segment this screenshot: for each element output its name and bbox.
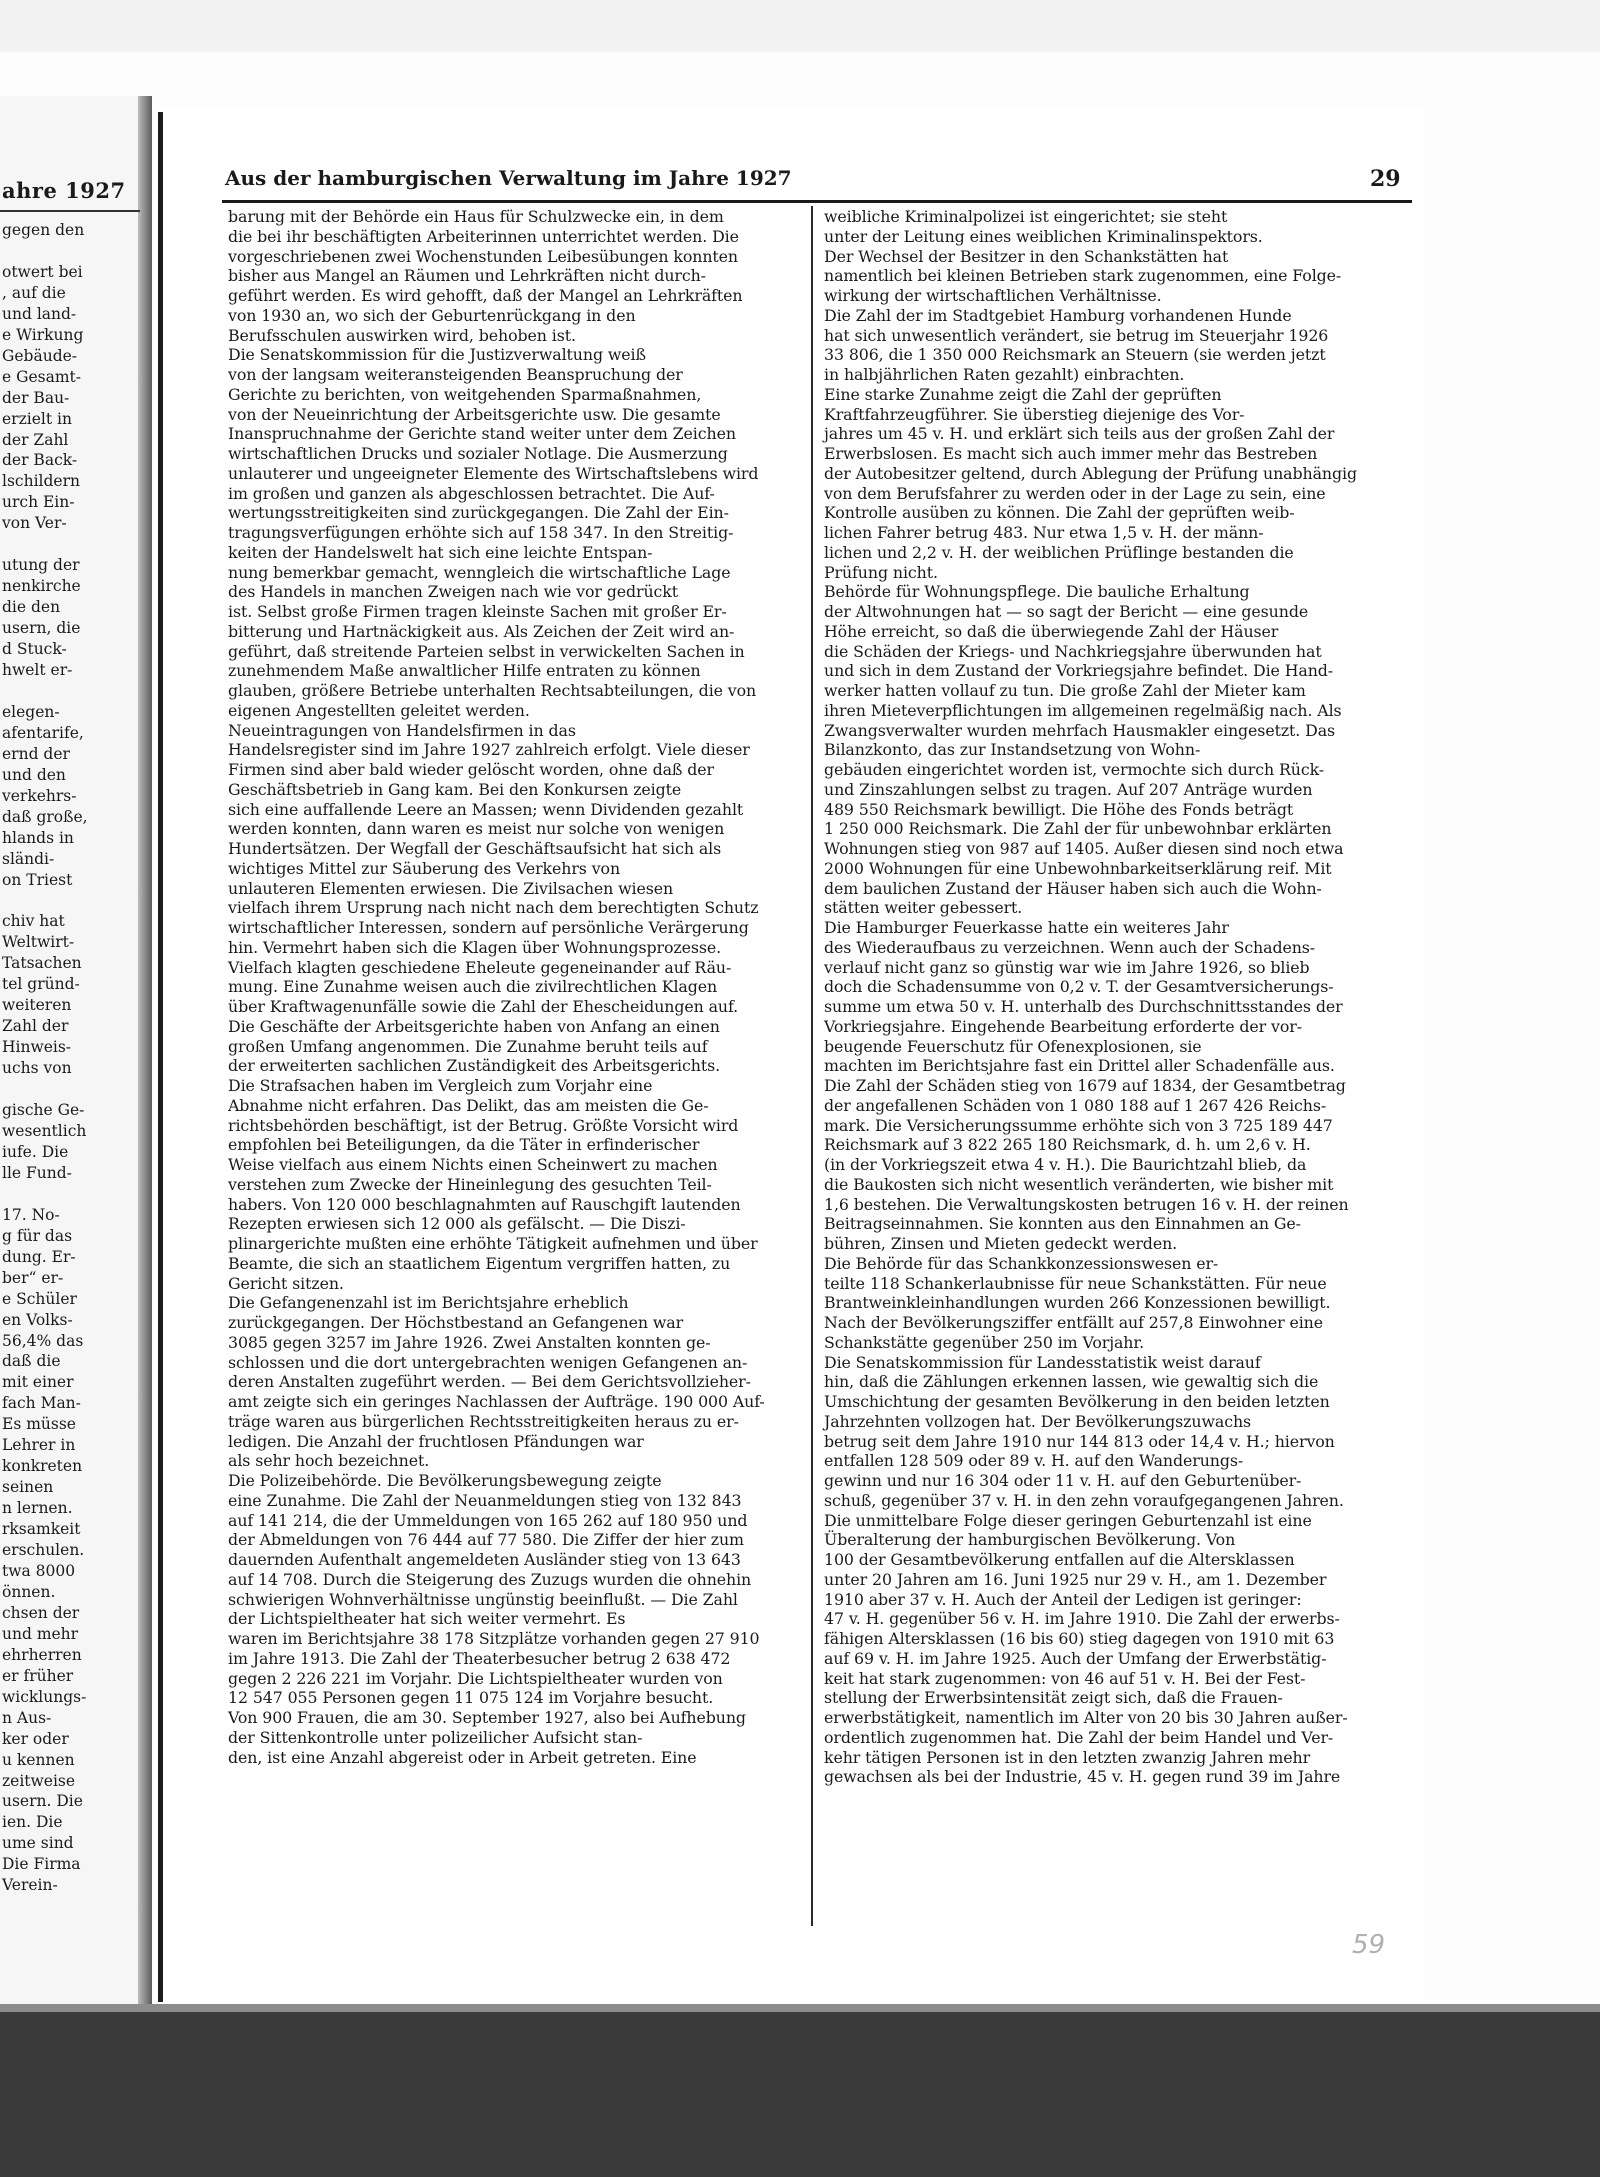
fragment-line: von Ver-	[2, 514, 67, 533]
left-page-header: ahre 1927	[2, 178, 126, 203]
fragment-line: urch Ein-	[2, 493, 75, 512]
text-line: Nach der Bevölkerungsziffer entfällt auf 257,8 Einwohner eine	[824, 1313, 1323, 1332]
fragment-line: verkehrs-	[2, 786, 77, 805]
fragment-line: mit einer	[2, 1373, 74, 1392]
fragment-line: twa 8000	[2, 1562, 76, 1580]
fragment-line: und land-	[2, 304, 77, 323]
page-number: 29	[1370, 166, 1401, 192]
text-line: Schankstätte gegenüber 250 im Vorjahr.	[824, 1332, 1145, 1352]
text-line: der Abmeldungen von 76 444 auf 77 580. Die Ziffer der hier zum	[228, 1530, 744, 1550]
fragment-line: 56,4% das	[2, 1331, 84, 1350]
text-line: Höhe erreicht, so daß die überwiegende Zahl der Häuser	[824, 621, 1279, 641]
text-line: eine Zunahme. Die Zahl der Neuanmeldungen stieg von 132 843	[228, 1490, 742, 1510]
fragment-line: gische Ge-	[2, 1101, 85, 1120]
text-line: Abnahme nicht erfahren. Das Delikt, das am meisten die Ge-	[228, 1095, 709, 1115]
fragment-line: lschildern	[2, 472, 80, 491]
text-line: Gerichte zu berichten, von weitgehenden Sparmaßnahmen,	[228, 384, 702, 404]
text-line: empfohlen bei Beteiligungen, da die Täter in erfinderischer	[228, 1135, 700, 1155]
fragment-line: hlands in	[2, 828, 74, 847]
fragment-line: Lehrer in	[2, 1436, 76, 1455]
fragment-line: Es müsse	[2, 1415, 76, 1434]
fragment-line: utung der	[2, 556, 80, 575]
fragment-line	[2, 534, 138, 555]
fragment-line: rksamkeit	[2, 1520, 81, 1539]
text-line: nung bemerkbar gemacht, wenngleich die wirtschaftliche Lage	[228, 562, 731, 582]
fragment-line: n lernen.	[2, 1499, 73, 1518]
fragment-line: und mehr	[2, 1624, 79, 1643]
fragment-line: gegen den	[2, 221, 85, 239]
fragment-line: daß große,	[2, 807, 88, 826]
fragment-line: ker oder	[2, 1729, 69, 1748]
text-line: bisher aus Mangel an Räumen und Lehrkräften nicht durch-	[228, 266, 706, 286]
text-line: gebäuden eingerichtet worden ist, vermochte sich durch Rück-	[824, 760, 1325, 779]
text-line: der Autobesitzer geltend, durch Ablegung der Prüfung unabhängig	[824, 463, 1357, 483]
fragment-line	[2, 681, 138, 702]
text-line: gewinn und nur 16 304 oder 11 v. H. auf den Geburtenüber-	[824, 1471, 1302, 1490]
text-line: barung mit der Behörde ein Haus für Schulzwecke ein, in dem	[228, 207, 724, 226]
text-line: stellung der Erwerbsintensität zeigt sich, daß die Frauen-	[824, 1688, 1283, 1708]
fragment-line	[2, 241, 138, 262]
fragment-line: der Zahl	[2, 430, 69, 449]
text-line: Firmen sind aber bald wieder gelöscht worden, ohne daß der	[228, 760, 715, 779]
text-line: des Handels in manchen Zweigen nach wie vor gedrückt	[228, 582, 678, 602]
text-line: machten im Berichtsjahre fast ein Drittel aller Schadenfälle aus.	[824, 1056, 1335, 1076]
text-line: großen Umfang angenommen. Die Zunahme beruht teils auf	[228, 1036, 708, 1056]
fragment-line: afentarife,	[2, 723, 84, 742]
fragment-line: der Bau-	[2, 388, 70, 407]
text-line: Überalterung der hamburgischen Bevölkerung. Von	[824, 1530, 1236, 1550]
fragment-line: lle Fund-	[2, 1163, 72, 1182]
fragment-line: elegen-	[2, 702, 60, 721]
text-line: geführt, daß streitende Parteien selbst in verwickelten Sachen in	[228, 641, 745, 661]
text-line: richtsbehörden beschäftigt, ist der Betrug. Größte Vorsicht wird	[228, 1115, 739, 1135]
text-line: Neueintragungen von Handelsfirmen in das	[228, 720, 576, 740]
text-line: Kontrolle ausüben zu können. Die Zahl der geprüften weib-	[824, 503, 1295, 523]
text-line: weibliche Kriminalpolizei ist eingerichtet; sie steht	[824, 207, 1228, 226]
text-line: gewachsen als bei der Industrie, 45 v. H. gegen rund 39 im Jahre	[824, 1767, 1341, 1787]
fragment-line: on Triest	[2, 870, 73, 889]
fragment-line: usern, die	[2, 619, 81, 638]
text-line: träge waren aus bürgerlichen Rechtsstreitigkeiten heraus zu er-	[228, 1411, 739, 1431]
text-line: auf 141 214, die der Ummeldungen von 165 262 auf 180 950 und	[228, 1510, 748, 1530]
fragment-line: wesentlich	[2, 1121, 87, 1140]
text-line: lichen und 2,2 v. H. der weiblichen Prüflinge bestanden die	[824, 542, 1294, 562]
text-line: Reichsmark auf 3 822 265 180 Reichsmark, d. h. um 2,6 v. H.	[824, 1135, 1311, 1155]
fragment-line: u kennen	[2, 1750, 75, 1769]
text-line: tragungsverfügungen erhöhte sich auf 158 347. In den Streitig-	[228, 523, 734, 542]
text-line: wirkung der wirtschaftlichen Verhältnisse.	[824, 286, 1162, 305]
text-line: amt zeigte sich ein geringes Nachlassen der Aufträge. 190 000 Auf-	[228, 1392, 765, 1411]
text-line: waren im Berichtsjahre 38 178 Sitzplätze vorhanden gegen 27 910	[228, 1629, 760, 1648]
text-line: vielfach ihrem Ursprung nach nicht nach dem berechtigten Schutz	[228, 898, 759, 918]
fragment-line: Tatsachen	[2, 954, 82, 973]
text-line: von der langsam weiteransteigenden Beanspruchung der	[228, 365, 683, 384]
fragment-line: Die Firma	[2, 1855, 81, 1874]
fragment-line	[2, 1184, 138, 1205]
text-line: Die Hamburger Feuerkasse hatte ein weiteres Jahr	[824, 918, 1229, 937]
text-line: Eine starke Zunahme zeigt die Zahl der geprüften	[824, 384, 1222, 404]
text-column-left	[228, 207, 798, 1767]
text-line: kehr tätigen Personen ist in den letzten zwanzig Jahren mehr	[824, 1747, 1311, 1767]
text-line: lichen Fahrer betrug 483. Nur etwa 1,5 v. H. der männ-	[824, 523, 1264, 542]
fragment-line: iufe. Die	[2, 1142, 69, 1161]
text-line: Beitragseinnahmen. Sie konnten aus den Einnahmen an Ge-	[824, 1214, 1301, 1234]
running-head: Aus der hamburgischen Verwaltung im Jahre 1927	[225, 166, 792, 190]
text-line: mark. Die Versicherungssumme erhöhte sich von 3 725 189 447	[824, 1115, 1333, 1135]
fragment-line: sländi-	[2, 849, 55, 868]
header-rule	[222, 200, 1412, 203]
fragment-line: weiteren	[2, 996, 72, 1015]
text-line: keit hat stark zugenommen: von 46 auf 51 v. H. Bei der Fest-	[824, 1668, 1306, 1688]
text-line: im Jahre 1913. Die Zahl der Theaterbesucher betrug 2 638 472	[228, 1648, 731, 1668]
fragment-line: erzielt in	[2, 409, 72, 428]
text-column-right	[824, 207, 1396, 1787]
text-line: des Wiederaufbaus zu verzeichnen. Wenn auch der Schadens-	[824, 937, 1316, 957]
text-line: 1,6 bestehen. Die Verwaltungskosten betrugen 16 v. H. der reinen	[824, 1194, 1349, 1214]
text-line: Die Gefangenenzahl ist im Berichtsjahre erheblich	[228, 1293, 629, 1313]
fragment-line: , auf die	[2, 283, 66, 302]
pencil-margin-note: 59	[1352, 1930, 1386, 1960]
text-line: 3085 gegen 3257 im Jahre 1926. Zwei Anstalten konnten ge-	[228, 1332, 711, 1352]
text-line: unlauterer und ungeeigneter Elemente des Wirtschaftslebens wird	[228, 463, 759, 483]
text-line: werker hatten vollauf zu tun. Die große Zahl der Mieter kam	[824, 681, 1306, 700]
fragment-line: d Stuck-	[2, 640, 67, 659]
text-line: als sehr hoch bezeichnet.	[228, 1451, 430, 1471]
text-line: Kraftfahrzeugführer. Sie überstieg diejenige des Vor-	[824, 404, 1245, 424]
text-line: Die Strafsachen haben im Vergleich zum Vorjahr eine	[228, 1076, 653, 1095]
text-line: Die Geschäfte der Arbeitsgerichte haben von Anfang an einen	[228, 1016, 720, 1036]
text-line: 33 806, die 1 350 000 Reichsmark an Steuern (sie werden jetzt	[824, 345, 1326, 365]
fragment-line: erschulen.	[2, 1541, 85, 1560]
text-line: bühren, Zinsen und Mieten gedeckt werden.	[824, 1234, 1178, 1253]
text-line: auf 14 708. Durch die Steigerung des Zuzugs wurden die ohnehin	[228, 1569, 752, 1589]
text-line: doch die Schadensumme von 0,2 v. T. der Gesamtversicherungs-	[824, 977, 1334, 997]
text-line: wichtiges Mittel zur Säuberung des Verkehrs von	[228, 858, 621, 878]
text-line: die Schäden der Kriegs- und Nachkriegsjahre überwunden hat	[824, 641, 1322, 661]
text-line: verstehen zum Zwecke der Hineinlegung des gesuchten Teil-	[228, 1174, 712, 1194]
column-divider	[811, 206, 813, 1926]
text-line: Die Senatskommission für die Justizverwaltung weiß	[228, 345, 646, 365]
fragment-line: chiv hat	[2, 912, 65, 931]
text-line: schwierigen Wohnverhältnisse ungünstig beeinflußt. — Die Zahl	[228, 1589, 738, 1609]
text-line: Jahrzehnten vollzogen hat. Der Bevölkerungszuwachs	[824, 1411, 1252, 1431]
fragment-line: ume sind	[2, 1834, 74, 1853]
text-line: betrug seit dem Jahre 1910 nur 144 813 oder 14,4 v. H.; hiervon	[824, 1431, 1335, 1451]
text-line: beugende Feuerschutz für Ofenexplosionen, sie	[824, 1036, 1202, 1056]
fragment-line: e Gesamt-	[2, 367, 82, 386]
text-line: und Zinszahlungen selbst zu tragen. Auf 207 Anträge wurden	[824, 779, 1313, 799]
fragment-line: Gebäude-	[2, 346, 78, 365]
text-line: schuß, gegenüber 37 v. H. in den zehn voraufgegangenen Jahren.	[824, 1490, 1344, 1510]
text-line: (in der Vorkriegszeit etwa 4 v. H.). Die Baurichtzahl blieb, da	[824, 1155, 1307, 1174]
text-line: die Baukosten sich nicht wesentlich veränderten, wie bisher mit	[824, 1174, 1334, 1194]
text-line: den, ist eine Anzahl abgereist oder in Arbeit getreten. Eine	[228, 1747, 697, 1767]
fragment-line: uchs von	[2, 1059, 72, 1078]
text-line: ledigen. Die Anzahl der fruchtlosen Pfändungen war	[228, 1431, 644, 1451]
text-line: eigenen Angestellten geleitet werden.	[228, 700, 530, 720]
fragment-line: e Wirkung	[2, 325, 84, 344]
text-line: die bei ihr beschäftigten Arbeiterinnen unterrichtet werden. Die	[228, 226, 739, 246]
text-line: der Sittenkontrolle unter polizeilicher Aufsicht stan-	[228, 1727, 643, 1747]
text-line: auf 69 v. H. im Jahre 1925. Auch der Umfang der Erwerbstätig-	[824, 1648, 1327, 1668]
fragment-line: nenkirche	[2, 577, 81, 596]
text-line: bitterung und Hartnäckigkeit aus. Als Zeichen der Zeit wird an-	[228, 621, 735, 641]
text-line: schlossen und die dort untergebrachten wenigen Gefangenen an-	[228, 1352, 748, 1372]
text-line: verlauf nicht ganz so günstig war wie im Jahre 1926, so blieb	[824, 957, 1310, 977]
text-line: der Lichtspieltheater hat sich weiter vermehrt. Es	[228, 1609, 626, 1629]
text-line: teilte 118 Schankerlaubnisse für neue Schankstätten. Für neue	[824, 1273, 1327, 1293]
text-line: unter 20 Jahren am 16. Juni 1925 nur 29 v. H., am 1. Dezember	[824, 1569, 1327, 1589]
fragment-line: ehrherren	[2, 1645, 82, 1664]
text-line: Die Behörde für das Schankkonzessionswesen er-	[824, 1253, 1219, 1273]
text-line: Vorkriegsjahre. Eingehende Bearbeitung erforderte der vor-	[824, 1016, 1302, 1036]
text-line: 100 der Gesamtbevölkerung entfallen auf die Altersklassen	[824, 1550, 1295, 1569]
text-line: Handelsregister sind im Jahre 1927 zahlreich erfolgt. Viele dieser	[228, 740, 750, 760]
text-line: mung. Eine Zunahme weisen auch die zivilrechtlichen Klagen	[228, 977, 718, 997]
text-line: 489 550 Reichsmark bewilligt. Die Höhe des Fonds beträgt	[824, 799, 1294, 819]
text-line: von 1930 an, wo sich der Geburtenrückgang in den	[228, 305, 636, 325]
fragment-line: und den	[2, 765, 66, 784]
text-line: Rezepten erwiesen sich 12 000 als gefälscht. — Die Diszi-	[228, 1214, 686, 1234]
fragment-line: usern. Die	[2, 1792, 83, 1811]
text-line: im großen und ganzen als abgeschlossen betrachtet. Die Auf-	[228, 483, 715, 503]
text-line: Weise vielfach aus einem Nichts einen Scheinwert zu machen	[228, 1155, 718, 1174]
text-line: unlauteren Elementen erwiesen. Die Zivilsachen wiesen	[228, 878, 674, 898]
fragment-line: önnen.	[2, 1582, 56, 1601]
text-line: dauernden Aufenthalt angemeldeten Ausländer stieg von 13 643	[228, 1550, 741, 1569]
text-line: werden konnten, dann waren es meist nur solche von wenigen	[228, 819, 725, 839]
text-line: ihren Mieteverpflichtungen im allgemeinen regelmäßig nach. Als	[824, 700, 1342, 720]
text-line: erwerbstätigkeit, namentlich im Alter von 20 bis 30 Jahren außer-	[824, 1708, 1348, 1727]
fragment-line: die den	[2, 598, 61, 617]
text-line: zunehmendem Maße anwaltlicher Hilfe entraten zu können	[228, 661, 701, 681]
fragment-line	[2, 1079, 138, 1100]
text-line: Brantweinkleinhandlungen wurden 266 Konzessionen bewilligt.	[824, 1293, 1331, 1313]
fragment-line: daß die	[2, 1352, 61, 1371]
text-line: der angefallenen Schäden von 1 080 188 auf 1 267 426 Reichs-	[824, 1095, 1327, 1115]
scan-bottom-margin	[0, 2012, 1600, 2177]
text-line: Die Zahl der Schäden stieg von 1679 auf 1834, der Gesamtbetrag	[824, 1076, 1346, 1095]
text-line: der erweiterten sachlichen Zuständigkeit des Arbeitsgerichts.	[228, 1056, 721, 1076]
text-line: deren Anstalten zugeführt werden. — Bei dem Gerichtsvollzieher-	[228, 1372, 751, 1392]
fragment-line: otwert bei	[2, 262, 83, 281]
text-line: sich eine auffallende Leere an Massen; wenn Dividenden gezahlt	[228, 799, 744, 819]
text-line: Geschäftsbetrieb in Gang kam. Bei den Konkursen zeigte	[228, 779, 682, 799]
text-line: Hundertsätzen. Der Wegfall der Geschäftsaufsicht hat sich als	[228, 839, 722, 858]
text-line: über Kraftwagenunfälle sowie die Zahl der Ehescheidungen auf.	[228, 997, 739, 1016]
fragment-line: g für das	[2, 1226, 73, 1245]
text-line: summe um etwa 50 v. H. unterhalb des Durchschnittsstandes der	[824, 997, 1343, 1016]
fragment-line: zeitweise	[2, 1771, 76, 1790]
text-line: der Altwohnungen hat — so sagt der Bericht — eine gesunde	[824, 602, 1309, 621]
text-line: jahres um 45 v. H. und erklärt sich teils aus der großen Zahl der	[824, 424, 1335, 444]
fragment-line: dung. Er-	[2, 1247, 76, 1266]
text-line: Wohnungen stieg von 987 auf 1405. Außer diesen sind noch etwa	[824, 839, 1344, 858]
text-line: plinargerichte mußten eine erhöhte Tätigkeit aufnehmen und über	[228, 1234, 758, 1253]
text-line: stätten weiter gebessert.	[824, 898, 1023, 918]
scan-top-margin	[0, 0, 1600, 52]
text-line: Gericht sitzen.	[228, 1273, 344, 1293]
text-line: zurückgegangen. Der Höchstbestand an Gefangenen war	[228, 1313, 684, 1332]
text-line: 1910 aber 37 v. H. Auch der Anteil der Ledigen ist geringer:	[824, 1589, 1302, 1609]
fragment-line: n Aus-	[2, 1708, 52, 1727]
page-edge-shadow	[158, 112, 163, 2002]
text-line: Prüfung nicht.	[824, 562, 938, 582]
text-line: Beamte, die sich an staatlichem Eigentum vergriffen hatten, zu	[228, 1253, 731, 1273]
fragment-line: ber“ er-	[2, 1268, 64, 1287]
fragment-line: fach Man-	[2, 1394, 81, 1413]
text-line: 47 v. H. gegenüber 56 v. H. im Jahre 1910. Die Zahl der erwerbs-	[824, 1609, 1340, 1629]
text-line: 2000 Wohnungen für eine Unbewohnbarkeitserklärung reif. Mit	[824, 858, 1332, 878]
text-line: Von 900 Frauen, die am 30. September 1927, also bei Aufhebung	[228, 1708, 746, 1727]
text-line: glauben, größere Betriebe unterhalten Rechtsabteilungen, die von	[228, 681, 757, 700]
text-line: Vielfach klagten geschiedene Eheleute gegeneinander auf Räu-	[228, 957, 732, 977]
text-line: hin. Vermehrt haben sich die Klagen über Wohnungsprozesse.	[228, 937, 722, 957]
text-line: Erwerbslosen. Es macht sich auch immer mehr das Bestreben	[824, 444, 1318, 463]
text-line: wirtschaftlichen Drucks und sozialer Notlage. Die Ausmerzung	[228, 444, 728, 463]
left-page-fold	[138, 96, 152, 2004]
text-line: von dem Berufsfahrer zu werden oder in der Lage zu sein, eine	[824, 483, 1326, 503]
text-line: geführt werden. Es wird gehofft, daß der Mangel an Lehrkräften	[228, 286, 743, 305]
fragment-line	[2, 891, 138, 912]
text-line: dem baulichen Zustand der Häuser haben sich auch die Wohn-	[824, 878, 1322, 898]
text-line: Der Wechsel der Besitzer in den Schankstätten hat	[824, 246, 1229, 266]
text-line: vorgeschriebenen zwei Wochenstunden Leibesübungen konnten	[228, 246, 738, 266]
fragment-line: seinen	[2, 1478, 54, 1497]
text-line: ist. Selbst große Firmen tragen kleinste Sachen mit großer Er-	[228, 602, 727, 621]
text-line: in halbjährlichen Raten gezahlt) einbrachten.	[824, 365, 1185, 384]
left-page-text	[2, 220, 138, 1896]
fragment-line: Hinweis-	[2, 1038, 72, 1057]
text-line: Zwangsverwalter wurden mehrfach Hausmakler eingesetzt. Das	[824, 720, 1336, 740]
text-line: Behörde für Wohnungspflege. Die bauliche Erhaltung	[824, 582, 1250, 602]
text-line: Die Zahl der im Stadtgebiet Hamburg vorhandenen Hunde	[824, 305, 1292, 325]
text-line: keiten der Handelswelt hat sich eine leichte Entspan-	[228, 542, 653, 562]
text-line: hin, daß die Zählungen erkennen lassen, wie gewaltig sich die	[824, 1372, 1319, 1392]
fragment-line: hwelt er-	[2, 661, 73, 680]
fragment-line: e Schüler	[2, 1289, 77, 1308]
fragment-line: ernd der	[2, 744, 70, 763]
text-line: habers. Von 120 000 beschlagnahmten auf Rauschgift lautenden	[228, 1194, 741, 1214]
text-line: ordentlich zugenommen hat. Die Zahl der beim Handel und Ver-	[824, 1727, 1334, 1747]
fragment-line: er früher	[2, 1666, 74, 1685]
text-line: Die unmittelbare Folge dieser geringen Geburtenzahl ist eine	[824, 1510, 1312, 1530]
fragment-line: en Volks-	[2, 1310, 73, 1329]
text-line: Bilanzkonto, das zur Instandsetzung von Wohn-	[824, 740, 1201, 760]
fragment-line: der Back-	[2, 451, 78, 470]
text-line: 1 250 000 Reichsmark. Die Zahl der für unbewohnbar erklärten	[824, 819, 1332, 839]
fragment-line: Zahl der	[2, 1017, 69, 1036]
text-line: wertungsstreitigkeiten sind zurückgegangen. Die Zahl der Ein-	[228, 503, 729, 523]
text-line: hat sich unwesentlich verändert, sie betrug im Steuerjahr 1926	[824, 325, 1329, 345]
text-line: fähigen Altersklassen (16 bis 60) stieg dagegen von 1910 mit 63	[824, 1629, 1335, 1648]
fragment-line: wicklungs-	[2, 1687, 87, 1706]
fragment-line: Verein-	[2, 1876, 58, 1895]
text-line: 12 547 055 Personen gegen 11 075 124 im Vorjahre besucht.	[228, 1688, 714, 1708]
fragment-line: 17. No-	[2, 1205, 60, 1224]
text-line: wirtschaftlicher Interessen, sondern auf persönliche Verärgerung	[228, 918, 749, 937]
text-line: Umschichtung der gesamten Bevölkerung in den beiden letzten	[824, 1392, 1330, 1411]
fragment-line: konkreten	[2, 1457, 83, 1476]
text-line: Berufsschulen auswirken wird, behoben ist.	[228, 325, 576, 345]
text-line: entfallen 128 509 oder 89 v. H. auf den Wanderungs-	[824, 1451, 1244, 1471]
fragment-line: Weltwirt-	[2, 933, 75, 952]
text-line: von der Neueinrichtung der Arbeitsgerichte usw. Die gesamte	[228, 404, 721, 424]
text-line: Die Senatskommission für Landesstatistik weist darauf	[824, 1352, 1261, 1372]
text-line: Die Polizeibehörde. Die Bevölkerungsbewegung zeigte	[228, 1471, 662, 1490]
fragment-line: ien. Die	[2, 1813, 63, 1832]
text-line: Inanspruchnahme der Gerichte stand weiter unter dem Zeichen	[228, 424, 736, 444]
left-page-rule	[0, 210, 140, 212]
fragment-line: tel gründ-	[2, 975, 80, 994]
fragment-line: chsen der	[2, 1603, 80, 1622]
text-line: gegen 2 226 221 im Vorjahr. Die Lichtspieltheater wurden von	[228, 1668, 723, 1688]
text-line: und sich in dem Zustand der Vorkriegsjahre befindet. Die Hand-	[824, 661, 1334, 681]
text-line: unter der Leitung eines weiblichen Kriminalinspektors.	[824, 226, 1263, 246]
text-line: namentlich bei kleinen Betrieben stark zugenommen, eine Folge-	[824, 266, 1342, 286]
